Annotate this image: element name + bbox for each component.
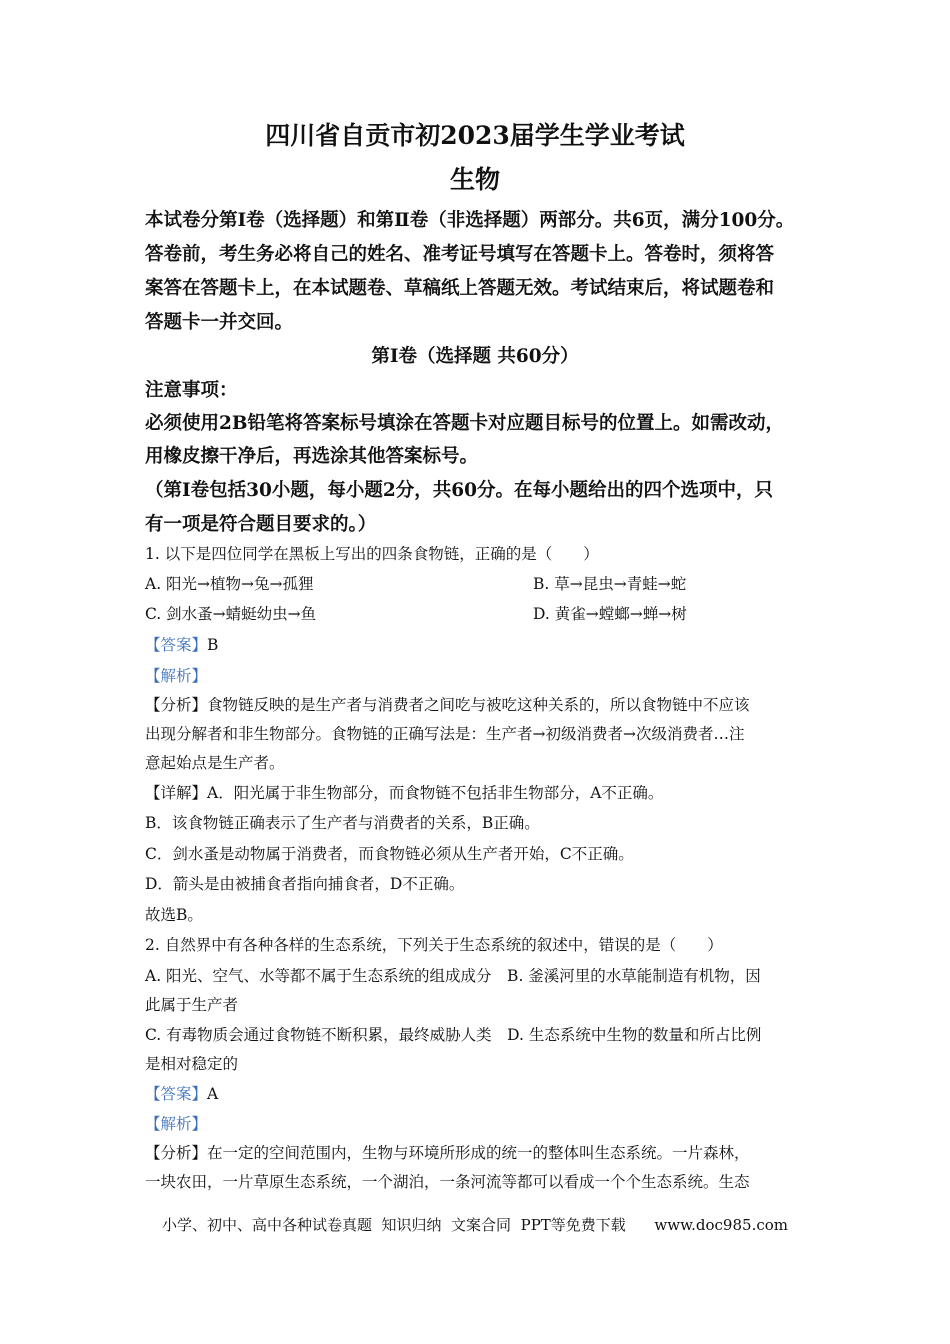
analysis-line: 【详解】A．阳光属于非生物部分，而食物链不包括非生物部分，A不正确。 — [145, 784, 664, 802]
analysis-line: 意起始点是生产者。 — [145, 754, 285, 772]
notice-title: 注意事项： — [145, 380, 238, 401]
question-1-analysis-tag: 【解析】 — [145, 667, 208, 685]
question-2-stem: 2. 自然界中有各种各样的生态系统，下列关于生态系统的叙述中，错误的是（ ） — [145, 936, 723, 954]
intro-line: 案答在答题卡上，在本试题卷、草稿纸上答题无效。考试结束后，将试题卷和 — [145, 278, 775, 299]
notice-line: 必须使用2B铅笔将答案标号填涂在答题卡对应题目标号的位置上。如需改动， — [145, 413, 785, 434]
analysis-line: D．箭头是由被捕食者指向捕食者，D不正确。 — [145, 875, 465, 893]
notice-line: 有一项是符合题目要求的。） — [145, 514, 377, 535]
analysis-line: 出现分解者和非生物部分。食物链的正确写法是：生产者→初级消费者→次级消费者…注 — [145, 725, 745, 743]
notice-line: 用橡皮擦干净后，再选涂其他答案标号。 — [145, 446, 479, 467]
analysis-line: 一块农田，一片草原生态系统，一个湖泊，一条河流等都可以看成一个个生态系统。生态 — [145, 1173, 750, 1191]
analysis-line: C．剑水蚤是动物属于消费者，而食物链必须从生产者开始，C不正确。 — [145, 845, 634, 863]
analysis-line: B．该食物链正确表示了生产者与消费者的关系，B正确。 — [145, 814, 540, 832]
answer-value: A — [207, 1085, 219, 1103]
question-2-option-line: C. 有毒物质会通过食物链不断积累，最终威胁人类 D. 生态系统中生物的数量和所占比例 — [145, 1026, 762, 1044]
exam-subject: 生物 — [449, 165, 500, 194]
analysis-line: 故选B。 — [145, 906, 203, 924]
question-2-analysis-tag: 【解析】 — [145, 1115, 208, 1133]
intro-line: 答题卡一并交回。 — [145, 312, 294, 333]
question-1-option-c: C. 剑水蚤→蜻蜓幼虫→鱼 — [145, 605, 317, 623]
question-1-answer — [145, 633, 218, 655]
question-2-option-line: 此属于生产者 — [145, 996, 239, 1014]
exam-title: 四川省自贡市初2023届学生学业考试 — [265, 121, 685, 150]
notice-line: （第I卷包括30小题，每小题2分，共60分。在每小题给出的四个选项中，只 — [145, 480, 774, 501]
question-1-stem: 1. 以下是四位同学在黑板上写出的四条食物链，正确的是（ ） — [145, 545, 599, 563]
answer-tag: 【答案】 — [145, 636, 208, 654]
question-1-option-a: A. 阳光→植物→兔→孤狸 — [145, 575, 314, 593]
answer-tag: 【答案】 — [145, 1085, 208, 1103]
question-2-option-line: 是相对稳定的 — [145, 1055, 239, 1073]
answer-value: B — [207, 636, 219, 654]
section-title: 第I卷（选择题 共60分） — [371, 346, 579, 367]
page-footer: 小学、初中、高中各种试卷真题 知识归纳 文案合同 PPT等免费下载 www.doc985.com — [161, 1216, 788, 1234]
intro-line: 答卷前，考生务必将自己的姓名、准考证号填写在答题卡上。答卷时，须将答 — [145, 244, 775, 265]
intro-line: 本试卷分第I卷（选择题）和第Ⅱ卷（非选择题）两部分。共6页，满分100分。 — [145, 210, 795, 231]
analysis-line: 【分析】在一定的空间范围内，生物与环境所形成的统一的整体叫生态系统。一片森林， — [145, 1144, 750, 1162]
question-1-option-b: B. 草→昆虫→青蛙→蛇 — [533, 575, 687, 593]
question-1-option-d: D. 黄雀→螳螂→蝉→树 — [533, 605, 687, 623]
question-2-answer — [145, 1082, 218, 1104]
analysis-line: 【分析】食物链反映的是生产者与消费者之间吃与被吃这种关系的，所以食物链中不应该 — [145, 696, 750, 714]
question-2-option-line: A. 阳光、空气、水等都不属于生态系统的组成成分 B. 釜溪河里的水草能制造有机物，因 — [145, 967, 761, 985]
